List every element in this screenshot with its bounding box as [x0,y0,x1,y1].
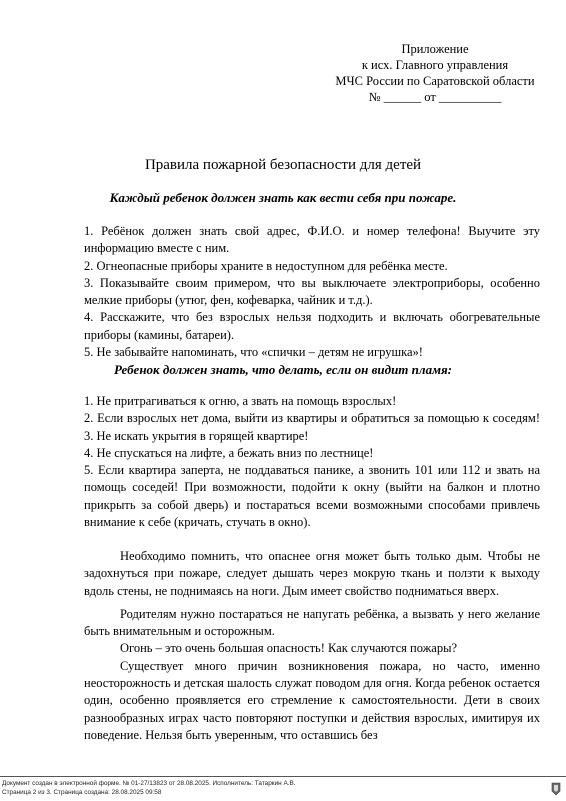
paragraph: Необходимо помнить, что опаснее огня может быть только дым. Чтобы не задохнуться при пожаре, следует дышать через мокрую ткань и ползти к выходу вдоль стены, не поднимаясь на ноги. Дым имеет свойство подниматься вверх. [84,549,540,598]
list-item: 1. Не притрагиваться к огню, а звать на помощь взрослых! [84,394,397,408]
footer-line-1: Документ создан в электронной форме. № 01-27/13823 от 28.08.2025. Исполнитель: Татаркин А.В. [2,780,296,787]
paragraph: Родителям нужно постараться не напугать ребёнка, а вызвать у него желание быть внимательным и осторожным. [84,606,540,639]
appendix-header [300,41,566,105]
section2-heading: Ребенок должен знать, что делать, если он видит пламя: [114,362,452,377]
appendix-line: к исх. Главного управления [361,58,509,72]
emblem-icon [551,782,561,796]
list-item: 5. Если квартира заперта, не поддаваться панике, а звонить 101 или 112 и звать на помощь соседей! При возможности, подойти к окну (выйти на балкон и плотно прикрыть за собой дверь) и постараться всеми возможными способами привлечь внимание к себе (кричать, стучать в окно). [84,463,540,530]
footer-divider [0,776,566,777]
list-item: 2. Если взрослых нет дома, выйти из квартиры и обратиться за помощью к соседям! 3. Не искать укрытия в горящей квартире! [84,411,540,443]
appendix-line: Приложение [401,42,469,56]
list-item: 5. Не забывайте напоминать, что «спички – детям не игрушка»! [84,345,423,360]
appendix-line: МЧС России по Саратовской области [335,74,535,88]
document-footer [2,779,542,797]
list-item: 1. Ребёнок должен знать свой адрес, Ф.И.О. и номер телефона! Выучите эту информацию вместе с ним. [84,224,540,256]
list-item: 2. Огнеопасные приборы храните в недоступном для ребёнка месте. [84,258,448,273]
list-item: 4. Расскажите, что без взрослых нельзя подходить и включать обогревательные приборы (камины, батареи). [84,310,540,342]
document-title: Правила пожарной безопасности для детей [144,157,422,173]
appendix-line: № ______ от __________ [368,90,502,104]
list-item: 3. Показывайте своим примером, что вы выключаете электроприборы, особенно мелкие приборы (утюг, фен, кофеварка, чайник и т.д.). [84,275,540,308]
paragraph: Существует много причин возникновения пожара, но часто, именно неосторожность и детская шалость служат поводом для огня. Когда ребенок остается один, особенно проявляется его стремление к самостоятельности. Дети в своих разнообразных играх часто повторяют поступки и действия взрослых, имитируя их поведение. Нельзя быть уверенным, что оставшись без [84,658,540,742]
list-item: 4. Не спускаться на лифте, а бежать вниз по лестнице! [84,445,374,460]
body-text [84,548,540,744]
section1-list [84,223,540,361]
footer-line-2: Страница 2 из 3. Страница создана: 28.08.2025 09:58 [2,789,162,796]
paragraph: Огонь – это очень большая опасность! Как случаются пожары? [120,641,458,656]
section1-heading: Каждый ребенок должен знать как вести себя при пожаре. [109,190,457,205]
section2-list [84,393,540,531]
